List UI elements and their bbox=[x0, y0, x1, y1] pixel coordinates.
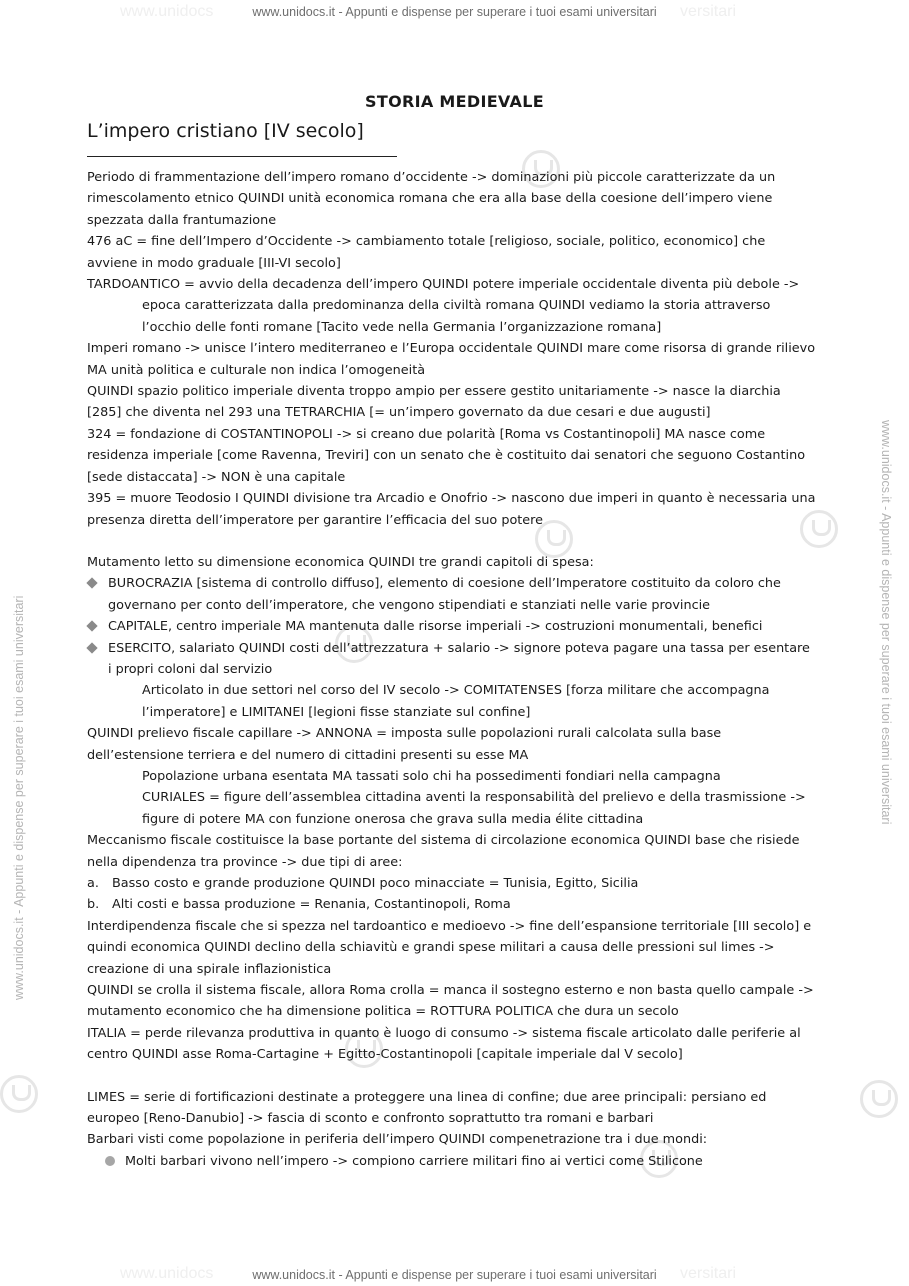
paragraph: Mutamento letto su dimensione economica QUINDI tre grandi capitoli di spesa: bbox=[87, 554, 594, 570]
spacer bbox=[87, 1066, 817, 1087]
section-title: L’impero cristiano [IV secolo] bbox=[87, 120, 364, 142]
side-watermark-right: www.unidocs.it - Appunti e dispense per superare i tuoi esami universitari bbox=[879, 420, 893, 825]
spacer bbox=[87, 531, 817, 552]
paragraph: 395 = muore Teodosio I QUINDI divisione tra Arcadio e Onofrio -> nascono due imperi in quanto è necessaria una presenza diretta dell’imperatore per garantire l’efficacia del suo potere bbox=[87, 491, 816, 528]
paragraph: Imperi romano -> unisce l’intero mediterraneo e l’Europa occidentale QUINDI mare come risorsa di grande rilievo MA unità politica e culturale non indica l’omogeneità bbox=[87, 341, 816, 378]
unidocs-logo-icon bbox=[0, 1075, 38, 1113]
paragraph: Periodo di frammentazione dell’impero romano d’occidente -> dominazioni più piccole caratterizzate da un rimescolamento etnico QUINDI unità economica romana che era alla base della coesione dell’impero viene spezzata dalla frantumazione bbox=[87, 170, 776, 228]
enumerated-item bbox=[87, 873, 817, 894]
title-underline bbox=[87, 156, 397, 157]
paragraph: TARDOANTICO = avvio della decadenza dell’impero QUINDI potere imperiale occidentale diventa più debole -> epoca caratterizzata dalla predominanza della civiltà romana QUINDI vediamo la storia attraverso l’occhio delle fonti romane [Tacito vede nella Germania l’organizzazione romana] bbox=[87, 277, 800, 335]
document-body bbox=[87, 167, 817, 1172]
enumerated-item bbox=[87, 894, 817, 915]
enum-text: Alti costi e bassa produzione = Renania, Costantinopoli, Roma bbox=[112, 897, 511, 913]
watermark-ghost-text: versitari bbox=[680, 3, 737, 20]
enum-marker: b. bbox=[87, 897, 100, 913]
unidocs-logo-icon bbox=[860, 1080, 898, 1118]
footer-banner[interactable]: www.unidocs.it - Appunti e dispense per superare i tuoi esami universitari bbox=[252, 1268, 657, 1282]
list-item: Molti barbari vivono nell’impero -> compiono carriere militari fino ai vertici come Stilicone bbox=[87, 1151, 817, 1172]
paragraph: Barbari visti come popolazione in periferia dell’impero QUINDI compenetrazione tra i due mondi: bbox=[87, 1132, 708, 1148]
indented-paragraph: Articolato in due settori nel corso del IV secolo -> COMITATENSES [forza militare che accompagna l’imperatore] e LIMITANEI [legioni fisse stanziate sul confine] bbox=[142, 683, 770, 720]
enum-marker: a. bbox=[87, 876, 99, 891]
indented-paragraph: CURIALES = figure dell’assemblea cittadina aventi la responsabilità del prelievo e della trasmissione -> figure di potere MA con funzione onerosa che grava sulla media élite cittadina bbox=[142, 790, 806, 827]
list-item: CAPITALE, centro imperiale MA mantenuta dalle risorse imperiali -> costruzioni monumentali, benefici bbox=[87, 616, 817, 637]
side-watermark-left: www.unidocs.it - Appunti e dispense per superare i tuoi esami universitari bbox=[12, 595, 26, 1000]
paragraph: QUINDI se crolla il sistema fiscale, allora Roma crolla = manca il sostegno esterno e non basta quello campale -> mutamento economico che ha dimensione politica = ROTTURA POLITICA che dura un secolo bbox=[87, 983, 814, 1020]
enum-text: Basso costo e grande produzione QUINDI poco minacciate = Tunisia, Egitto, Sicilia bbox=[112, 876, 639, 891]
paragraph: Interdipendenza fiscale che si spezza nel tardoantico e medioevo -> fine dell’espansione territoriale [III secolo] e quindi economica QUINDI declino della schiavitù e grandi spese militari a causa delle pressioni sul limes -> creazione di una spirale inflazionistica bbox=[87, 918, 812, 977]
paragraph: 476 aC = fine dell’Impero d’Occidente -> cambiamento totale [religioso, sociale, politico, economico] che avviene in modo graduale [III-VI secolo] bbox=[87, 234, 766, 271]
watermark-ghost-text: www.unidocs bbox=[120, 3, 214, 20]
paragraph: QUINDI prelievo fiscale capillare -> ANNONA = imposta sulle popolazioni rurali calcolata sulla base dell’estensione terriera e del numero di cittadini presenti su esse MA bbox=[87, 726, 722, 763]
paragraph: QUINDI spazio politico imperiale diventa troppo ampio per essere gestito unitariamente -> nasce la diarchia [285] che diventa nel 293 una TETRARCHIA [= un’impero governato da due cesari e due augusti] bbox=[87, 384, 781, 421]
watermark-ghost-text: versitari bbox=[680, 1265, 737, 1282]
paragraph: LIMES = serie di fortificazioni destinate a proteggere una linea di confine; due aree principali: persiano ed europeo [Reno-Danubio] -> fascia di sconto e confronto soprattutto tra romani e barbari bbox=[87, 1089, 767, 1127]
paragraph: ITALIA = perde rilevanza produttiva in quanto è luogo di consumo -> sistema fiscale articolato dalle periferie al centro QUINDI asse Roma-Cartagine + Egitto-Costantinopoli [capitale imperiale dal V secolo] bbox=[87, 1025, 801, 1063]
paragraph: Meccanismo fiscale costituisce la base portante del sistema di circolazione economica QUINDI base che risiede nella dipendenza tra province -> due tipi di aree: bbox=[87, 833, 800, 870]
document-title: STORIA MEDIEVALE bbox=[365, 92, 544, 111]
indented-paragraph: Popolazione urbana esentata MA tassati solo chi ha possedimenti fondiari nella campagna bbox=[142, 768, 721, 784]
paragraph: 324 = fondazione di COSTANTINOPOLI -> si creano due polarità [Roma vs Costantinopoli] MA nasce come residenza imperiale [come Ravenna, Treviri] con un senato che è costituito dai senatori che seguono Costantino [sede distaccata] -> NON è una capitale bbox=[87, 426, 806, 485]
header-banner[interactable]: www.unidocs.it - Appunti e dispense per superare i tuoi esami universitari bbox=[252, 5, 657, 19]
list-item: BUROCRAZIA [sistema di controllo diffuso], elemento di coesione dell’Imperatore costituito da coloro che governano per conto dell’imperatore, che vengono stipendiati e stanziati nelle varie provincie bbox=[87, 573, 817, 616]
watermark-ghost-text: www.unidocs bbox=[120, 1265, 214, 1282]
list-item: ESERCITO, salariato QUINDI costi dell’attrezzatura + salario -> signore poteva pagare una tassa per esentare i propri coloni dal servizio bbox=[87, 638, 817, 681]
